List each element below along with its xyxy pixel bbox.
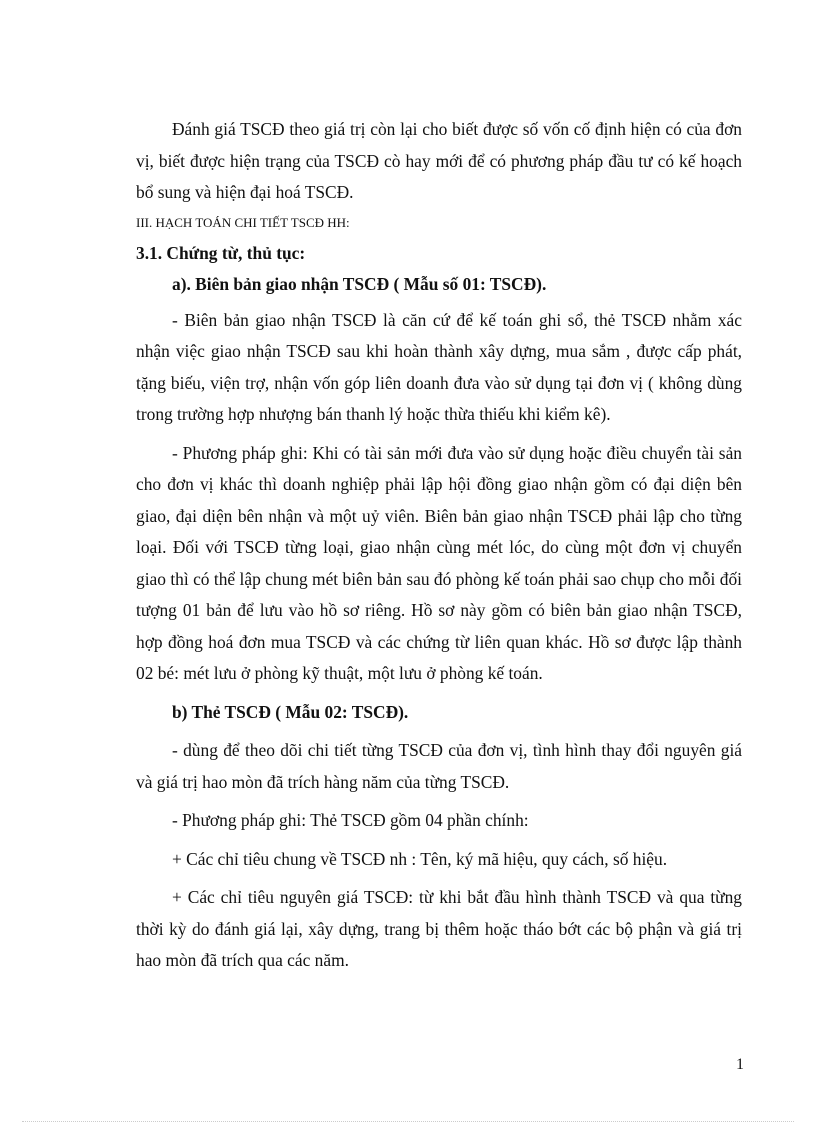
page-bottom-divider	[22, 1121, 794, 1122]
page-number: 1	[736, 1056, 744, 1073]
paragraph-recording-method-a: - Phương pháp ghi: Khi có tài sản mới đưa vào sử dụng hoặc điều chuyển tài sản cho đơn vị khác thì doanh nghiệp phải lập hội đồng giao nhận gồm có đại diện bên giao, đại diện bên nhận và một uỷ viên. Biên bản giao nhận TSCĐ phải lập cho từng loại. Đối với TSCĐ từng loại, giao nhận cùng mét lóc, do cùng một đơn vị chuyển giao thì có thể lập chung mét biên bản sau đó phòng kế toán phải sao chụp cho mỗi đối tượng 01 bản để lưu vào hồ sơ riêng. Hồ sơ này gồm có biên bản giao nhận TSCĐ, hợp đồng hoá đơn mua TSCĐ và các chứng từ liên quan khác. Hồ sơ được lập thành 02 bé: mét lưu ở phòng kỹ thuật, một lưu ở phòng kế toán.	[136, 442, 742, 683]
paragraph-valuation: Đánh giá TSCĐ theo giá trị còn lại cho biết được số vốn cố định hiện có của đơn vị, biết được hiện trạng của TSCĐ cò hay mới để có phương pháp đầu tư có kế hoạch bổ sung và hiện đại hoá TSCĐ.	[136, 119, 742, 202]
paragraph-card-purpose: - dùng để theo dõi chi tiết từng TSCĐ của đơn vị, tình hình thay đổi nguyên giá và giá trị hao mòn đã trích hàng năm của từng TSCĐ.	[136, 740, 742, 792]
document-body	[136, 114, 742, 977]
paragraph-general-criteria: + Các chỉ tiêu chung về TSCĐ nh : Tên, ký mã hiệu, quy cách, số hiệu.	[172, 848, 668, 869]
item-heading-a: a). Biên bản giao nhận TSCĐ ( Mẫu số 01: TSCĐ).	[172, 274, 547, 294]
item-heading-b: b) Thẻ TSCĐ ( Mẫu 02: TSCĐ).	[172, 701, 409, 722]
subsection-heading-3-1: 3.1. Chứng từ, thủ tục:	[136, 242, 306, 263]
section-heading-iii: III. HẠCH TOÁN CHI TIẾT TSCĐ HH:	[136, 214, 350, 230]
paragraph-cost-criteria: + Các chỉ tiêu nguyên giá TSCĐ: từ khi bắt đầu hình thành TSCĐ và qua từng thời kỳ do đánh giá lại, xây dựng, trang bị thêm hoặc tháo bớt các bộ phận và giá trị hao mòn đã trích qua các năm.	[136, 887, 742, 970]
paragraph-handover-record: - Biên bản giao nhận TSCĐ là căn cứ để kế toán ghi sổ, thẻ TSCĐ nhằm xác nhận việc giao nhận TSCĐ sau khi hoàn thành xây dựng, mua sắm , được cấp phát, tặng biếu, viện trợ, nhận vốn góp liên doanh đưa vào sử dụng tại đơn vị ( không dùng trong trường hợp nhượng bán thanh lý hoặc thừa thiếu khi kiểm kê).	[136, 309, 742, 424]
paragraph-recording-method-b: - Phương pháp ghi: Thẻ TSCĐ gồm 04 phần chính:	[172, 810, 529, 830]
